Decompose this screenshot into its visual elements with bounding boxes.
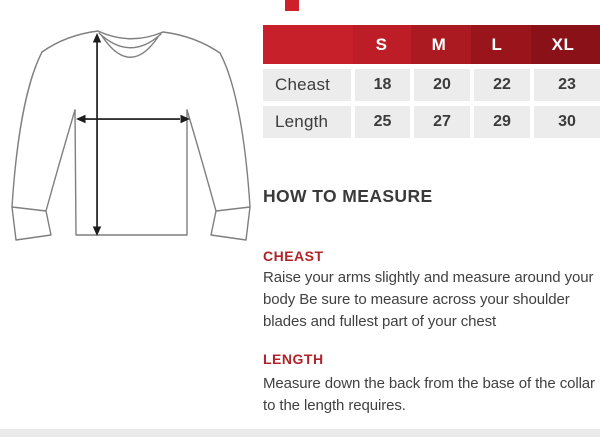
size-column-l: L — [491, 34, 503, 54]
size-table — [263, 25, 600, 138]
size-table-header-row — [263, 25, 600, 64]
chest-value-s: 18 — [355, 69, 410, 101]
row-label-length: Length — [263, 106, 351, 138]
length-measure-arrow-icon — [93, 33, 101, 236]
red-corner-mark — [285, 0, 299, 11]
how-to-measure-title: HOW TO MEASURE — [263, 186, 433, 206]
chest-value-xl: 23 — [534, 69, 600, 101]
chest-section-body: Raise your arms slightly and measure around your body Be sure to measure across your shoulder blades and fullest part of your chest — [263, 269, 594, 330]
length-section-body: Measure down the back from the base of the collar to the length requires. — [263, 375, 595, 414]
how-to-measure-section — [263, 186, 600, 417]
bottom-gray-strip — [0, 429, 600, 437]
size-table-corner-cell — [263, 25, 353, 64]
table-row-length — [263, 106, 600, 138]
length-value-xl: 30 — [534, 106, 600, 138]
shirt-diagram — [0, 0, 262, 250]
length-value-l: 29 — [474, 106, 530, 138]
size-column-m: M — [431, 34, 447, 54]
chest-section-heading: CHEAST — [263, 248, 324, 264]
size-column-s: S — [375, 34, 388, 54]
length-value-s: 25 — [355, 106, 410, 138]
shirt-outline — [12, 31, 250, 240]
row-label-chest: Cheast — [263, 69, 351, 101]
chest-measure-arrow-icon — [76, 115, 190, 123]
size-column-xl: XL — [551, 34, 575, 54]
length-value-m: 27 — [414, 106, 470, 138]
length-section-heading: LENGTH — [263, 351, 324, 367]
chest-value-m: 20 — [414, 69, 470, 101]
table-row-chest — [263, 69, 600, 101]
chest-value-l: 22 — [474, 69, 530, 101]
